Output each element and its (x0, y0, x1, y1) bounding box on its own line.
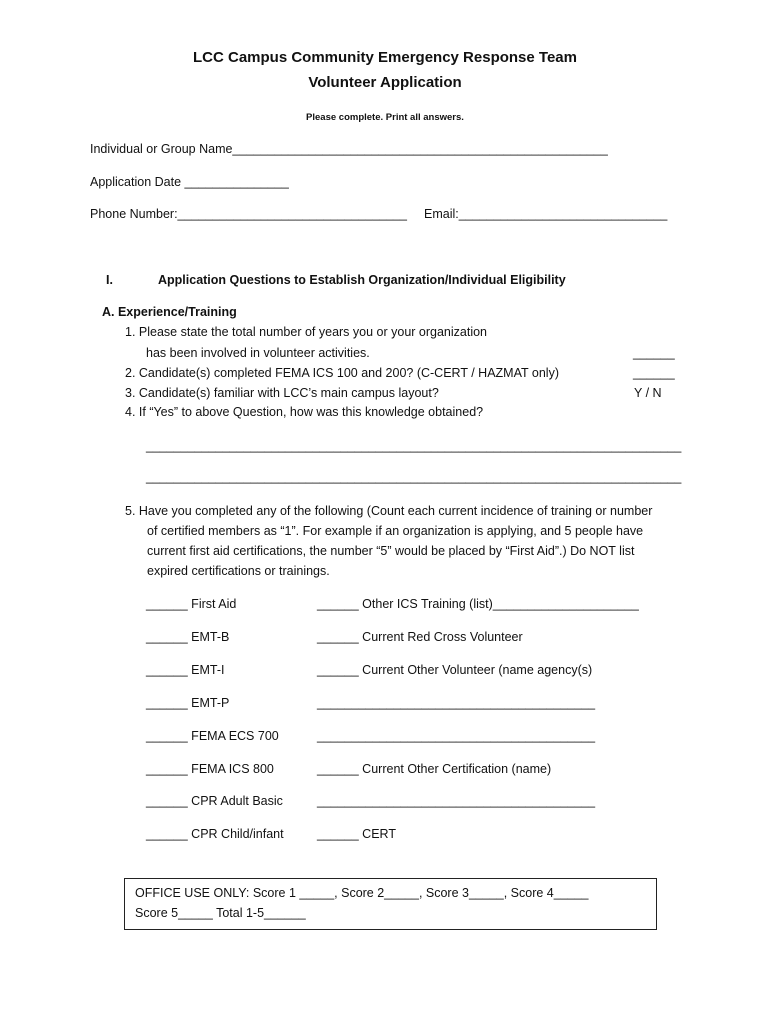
subsection-title: A. Experience/Training (102, 305, 237, 319)
office-use-box (124, 878, 657, 930)
question-1-answer[interactable]: ______ (633, 346, 675, 360)
section-number: I. (106, 273, 113, 287)
section-title: Application Questions to Establish Organization/Individual Eligibility (158, 273, 566, 287)
cert-blank-line-2[interactable]: ________________________________________ (317, 729, 596, 743)
cert-first-aid[interactable]: ______ First Aid (146, 597, 237, 611)
application-date-field[interactable]: Application Date _______________ (90, 175, 289, 189)
cert-other-ics[interactable]: ______ Other ICS Training (list)_____________________ (317, 597, 639, 611)
question-2: 2. Candidate(s) completed FEMA ICS 100 and 200? (C-CERT / HAZMAT only) (125, 366, 559, 380)
cert-red-cross[interactable]: ______ Current Red Cross Volunteer (317, 630, 523, 644)
name-field-label[interactable]: Individual or Group Name______________________________________________________ (90, 142, 608, 156)
cert-fema-ics-800[interactable]: ______ FEMA ICS 800 (146, 762, 274, 776)
cert-emt-i[interactable]: ______ EMT-I (146, 663, 225, 677)
cert-cpr-adult[interactable]: ______ CPR Adult Basic (146, 794, 283, 808)
page-subtitle: Volunteer Application (308, 74, 462, 91)
question-1-line-1: 1. Please state the total number of years you or your organization (125, 325, 488, 339)
question-2-answer[interactable]: ______ (633, 366, 675, 380)
question-5-line-2: of certified members as “1”. For example if an organization is applying, and 5 people have (147, 524, 644, 538)
email-field[interactable]: Email:______________________________ (424, 207, 668, 221)
question-5-line-4: expired certifications or trainings. (147, 564, 330, 578)
cert-blank-line-3[interactable]: ________________________________________ (317, 794, 596, 808)
cert-other-volunteer[interactable]: ______ Current Other Volunteer (name agency(s) (317, 663, 593, 677)
cert-emt-p[interactable]: ______ EMT-P (146, 696, 230, 710)
question-3-answer[interactable]: Y / N (634, 386, 662, 400)
cert-other-certification[interactable]: ______ Current Other Certification (name) (317, 762, 552, 776)
question-5-line-1: 5. Have you completed any of the following (Count each current incidence of training or number (125, 504, 653, 518)
office-use-total: Score 5_____ Total 1-5______ (135, 906, 306, 920)
instruction-text: Please complete. Print all answers. (306, 112, 464, 123)
question-4-answer-line-1[interactable]: _____________________________________________________________________________ (146, 439, 682, 453)
question-4: 4. If “Yes” to above Question, how was this knowledge obtained? (125, 405, 484, 419)
cert-emt-b[interactable]: ______ EMT-B (146, 630, 230, 644)
office-use-scores: OFFICE USE ONLY: Score 1 _____, Score 2_____, Score 3_____, Score 4_____ (135, 886, 589, 900)
page-title: LCC Campus Community Emergency Response Team (193, 49, 577, 66)
question-4-answer-line-2[interactable]: _____________________________________________________________________________ (146, 470, 682, 484)
cert-blank-line-1[interactable]: ________________________________________ (317, 696, 596, 710)
cert-cpr-child[interactable]: ______ CPR Child/infant (146, 827, 284, 841)
question-5-line-3: current first aid certifications, the number “5” would be placed by “First Aid”.) Do NOT list (147, 544, 635, 558)
question-1-line-2: has been involved in volunteer activities. (146, 346, 370, 360)
phone-field[interactable]: Phone Number:_________________________________ (90, 207, 407, 221)
cert-cert[interactable]: ______ CERT (317, 827, 396, 841)
cert-fema-ecs-700[interactable]: ______ FEMA ECS 700 (146, 729, 279, 743)
question-3: 3. Candidate(s) familiar with LCC’s main campus layout? (125, 386, 439, 400)
